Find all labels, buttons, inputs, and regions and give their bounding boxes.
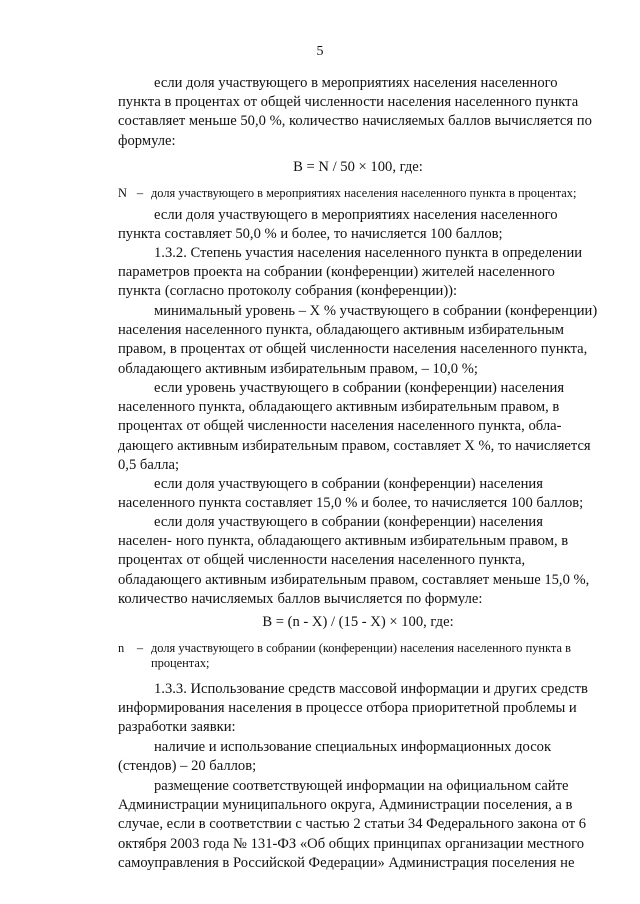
text-line: населения населенного пункта, обладающего активным избирательным [118,322,564,339]
paragraph-j [118,738,598,776]
text-line: самоуправления в Российской Федерации» Администрация поселения не [118,854,575,871]
paragraph-c [118,244,598,302]
text-line: параметров проекта на собрании (конференции) жителей населенного пункта [118,264,555,300]
footnote-text: доля участвующего в мероприятиях населения населенного пункта в процентах; [151,186,577,200]
footnote-n [118,186,608,201]
text-line: размещение соответствующей информации на официальном сайте [154,778,569,794]
dash: – [136,641,144,655]
text-line: (стендов) – 20 баллов; [118,758,257,775]
text-line: пункта составляет 50,0 % и более, то начисляется 100 баллов; [118,226,503,243]
paragraph-k [118,777,598,873]
text-line: (согласно протоколу собрания (конференции)): [164,283,458,300]
text-line: процентах от общей численности населения населенного пункта, обла- [118,418,562,435]
page-number: 5 [316,44,324,59]
text-line: 1.3.2. Степень участия населения населенного пункта в определении [154,245,583,261]
footnote-text: процентах; [151,656,210,670]
variable-symbol: n [118,641,125,655]
footnote-text: доля участвующего в собрании (конференции) населения населенного пункта в [151,641,571,655]
text-line: 1.3.3. Использование средств массовой информации и других средств [154,681,588,697]
text-line: Администрации муниципального округа, Администрации поселения, а в [118,797,573,814]
text-line: формуле: [118,132,176,149]
text-line: информирования населения в процессе отбора приоритетной проблемы и [118,700,577,717]
text-line: составляет меньше 50,0 %, количество начисляемых баллов вычисляется по [118,113,592,130]
text-line: если доля участвующего в собрании (конференции) населения [154,476,543,492]
text-line: обладающего активным избирательным правом, – 10,0 %; [118,360,478,377]
text-line: минимальный уровень – Х % участвующего в собрании (конференции) [154,303,598,319]
text-line: общей численности населения населенного пункта, обладающего активным [118,552,526,588]
text-line: пункта в процентах от общей численности населения населенного пункта [118,94,579,111]
text-line: если доля участвующего в собрании (конференции) населения населен- [118,514,543,550]
paragraph-d [118,302,598,379]
text-line: если доля участвующего в мероприятиях населения населенного [154,75,558,91]
text-line: ного пункта, обладающего активным избирательным правом, в процентах от [118,533,569,569]
text-line: разработки заявки: [118,719,236,736]
dash: – [136,186,144,200]
text-line: наличие и использование специальных информационных досок [154,739,552,755]
text-line: избирательным правом, составляет меньше 15,0 %, количество начисляемых [118,571,590,607]
text-line: населенного пункта составляет 15,0 % и более, то начисляется 100 баллов; [118,495,584,512]
paragraph-b [118,206,598,244]
variable-symbol: N [118,186,127,200]
footnote-n-lower [118,641,608,671]
text-line: 0,5 балла; [118,456,180,473]
text-line: населенного пункта, обладающего активным избирательным правом, в [118,399,560,416]
paragraph-e [118,379,598,475]
paragraph-a [118,74,598,151]
formula-1: В = N / 50 × 100, где: [293,159,423,175]
text-line: баллов вычисляется по формуле: [277,590,483,607]
paragraph-i [118,680,598,738]
formula-2: В = (n - Х) / (15 - Х) × 100, где: [262,614,454,630]
paragraph-g [118,475,598,513]
text-line: дающего активным избирательным правом, составляет Х %, то начисляется [118,437,591,454]
paragraph-h [118,513,598,609]
text-line: случае, если в соответствии с частью 2 статьи 34 Федерального закона [118,816,558,833]
text-line: если уровень участвующего в собрании (конференции) населения [154,380,565,396]
text-line: от 6 октября 2003 года № 131-ФЗ «Об общих принципах организации местного [118,816,587,852]
text-line: правом, в процентах от общей численности населения населенного пункта, [118,341,588,358]
text-line: если доля участвующего в мероприятиях населения населенного [154,207,558,223]
